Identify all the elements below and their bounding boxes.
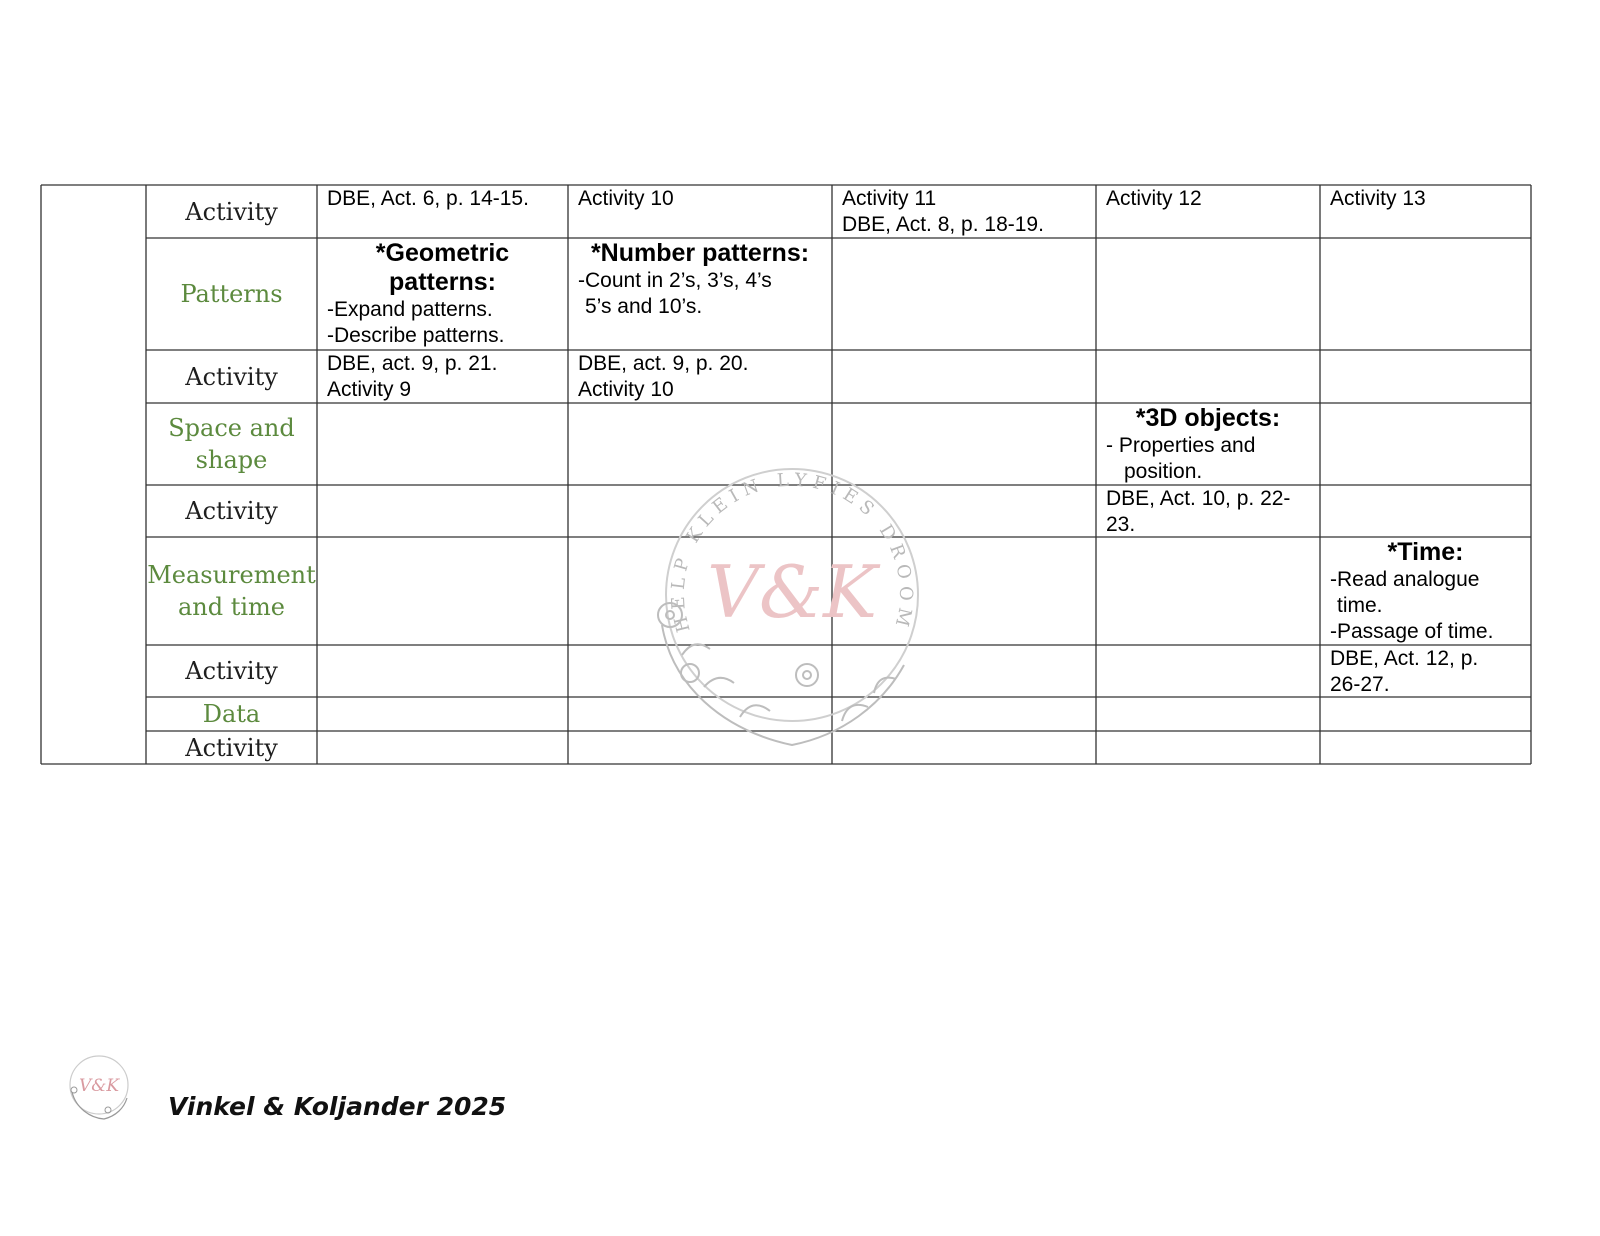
row-label-text: and time	[177, 593, 286, 621]
cell-text: -Describe patterns.	[327, 324, 505, 347]
table-cell	[832, 403, 1096, 485]
row-label-activity	[146, 485, 317, 537]
table-cell	[1320, 485, 1531, 537]
cell-text: - Properties and	[1106, 434, 1256, 457]
table-cell	[317, 238, 568, 350]
table-cell	[317, 731, 568, 764]
cell-text: DBE, Act. 6, p. 14-15.	[327, 187, 529, 210]
row-label-activity	[146, 350, 317, 403]
table-cell	[1096, 697, 1320, 731]
row-label-text: Activity	[185, 362, 278, 391]
cell-text: Activity 11	[842, 187, 937, 210]
row-label-topic	[146, 697, 317, 731]
row-label-activity	[146, 731, 317, 764]
watermark-monogram: V&K	[707, 550, 877, 634]
footer-text: Vinkel & Koljander 2025	[168, 1092, 507, 1121]
cell-text: DBE, Act. 10, p. 22-	[1106, 487, 1291, 510]
row-label-text: Activity	[185, 497, 278, 525]
row-label-text: Activity	[185, 733, 278, 762]
table-cell	[568, 731, 832, 764]
row-label-topic	[146, 403, 317, 485]
table-cell	[832, 537, 1096, 645]
row-label-activity	[146, 645, 317, 697]
table-cell	[317, 350, 568, 403]
watermark-ring-text: HELP KLEIN LYFIES DROOM	[667, 469, 917, 635]
table-cell	[1096, 645, 1320, 697]
row-label-text: Data	[202, 700, 261, 728]
table-cell	[1320, 731, 1531, 764]
table-cell	[568, 537, 832, 645]
row-label-text: Measurement	[147, 561, 316, 589]
cell-text: time.	[1337, 594, 1383, 617]
table-cell	[317, 697, 568, 731]
table-cell	[1320, 645, 1531, 697]
table-cell	[317, 645, 568, 697]
table-cell	[1320, 185, 1531, 238]
row-label-topic	[146, 537, 317, 645]
table-cell	[832, 238, 1096, 350]
cell-heading: patterns:	[389, 268, 496, 296]
footer-logo-icon	[64, 1052, 134, 1122]
table-cell	[317, 485, 568, 537]
table-cell	[568, 485, 832, 537]
table-cell	[568, 238, 832, 350]
cell-text: -Expand patterns.	[327, 298, 493, 321]
table-cell	[832, 697, 1096, 731]
row-label-topic	[146, 238, 317, 350]
table-cell	[1320, 537, 1531, 645]
cell-text: DBE, act. 9, p. 21.	[327, 352, 498, 375]
table-cell	[1320, 350, 1531, 403]
cell-text: -Passage of time.	[1330, 620, 1494, 643]
table-cell	[1320, 697, 1531, 731]
row-label-text: Activity	[185, 657, 278, 685]
table-cell	[832, 645, 1096, 697]
table-cell	[1320, 403, 1531, 485]
table-cell	[1096, 537, 1320, 645]
footer-logo-monogram: V&K	[78, 1076, 120, 1096]
cell-heading: *Number patterns:	[590, 239, 810, 267]
cell-text: DBE, Act. 8, p. 18-19.	[842, 213, 1044, 236]
table-cell	[568, 350, 832, 403]
cell-text: Activity 12	[1106, 187, 1202, 210]
table-cell	[1096, 403, 1320, 485]
table-cell	[1320, 238, 1531, 350]
table-cell	[1096, 185, 1320, 238]
cell-heading: *Time:	[1387, 538, 1464, 566]
table-cell	[832, 350, 1096, 403]
table-cell	[568, 645, 832, 697]
table-cell	[1096, 485, 1320, 537]
row-label-activity	[146, 185, 317, 238]
cell-heading: *3D objects:	[1135, 404, 1281, 432]
table-cell	[1096, 238, 1320, 350]
table-cell	[832, 731, 1096, 764]
week-cell	[41, 185, 146, 764]
cell-text: -Count in 2’s, 3’s, 4’s	[578, 269, 772, 292]
cell-text: Activity 13	[1330, 187, 1426, 210]
cell-text: 26-27.	[1330, 673, 1390, 696]
cell-text: DBE, act. 9, p. 20.	[578, 352, 749, 375]
table-cell	[832, 185, 1096, 238]
table-cell	[832, 485, 1096, 537]
cell-text: Activity 10	[578, 378, 674, 401]
cell-heading: *Geometric	[375, 239, 510, 267]
row-label-text: Patterns	[180, 280, 283, 308]
row-label-text: Space and	[168, 414, 295, 442]
cell-text: -Read analogue	[1330, 568, 1480, 591]
table-cell	[317, 403, 568, 485]
table-cell	[317, 185, 568, 238]
table-cell	[317, 537, 568, 645]
cell-text: Activity 10	[578, 187, 674, 210]
cell-text: DBE, Act. 12, p.	[1330, 647, 1479, 670]
table-cell	[1096, 350, 1320, 403]
table-cell	[1096, 731, 1320, 764]
table-cell	[568, 403, 832, 485]
cell-text: Activity 9	[327, 378, 412, 401]
row-label-text: shape	[195, 446, 268, 474]
cell-text: 23.	[1106, 513, 1136, 536]
table-cell	[568, 185, 832, 238]
cell-text: position.	[1124, 460, 1203, 483]
cell-text: 5’s and 10’s.	[585, 295, 703, 318]
table-cell	[568, 697, 832, 731]
row-label-text: Activity	[185, 197, 278, 226]
